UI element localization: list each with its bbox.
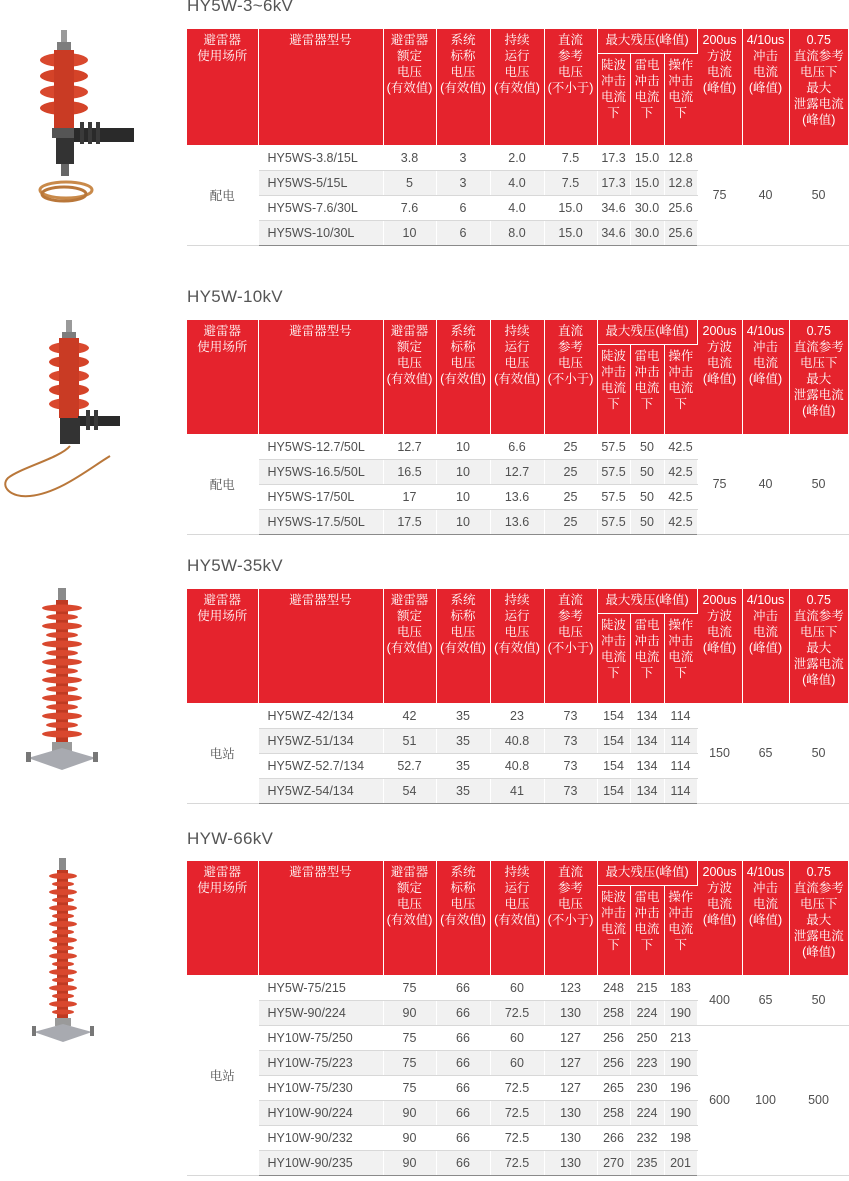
col-continuous-voltage: 持续 运行 电压 (有效值)	[490, 29, 544, 145]
dcref-cell: 7.5	[544, 170, 597, 195]
system-cell: 66	[436, 1025, 490, 1050]
lightning-cell: 215	[630, 975, 664, 1000]
arrester-10kv-image	[0, 318, 125, 503]
impulse-cell: 100	[742, 1025, 789, 1175]
col-steep-wave: 陡波 冲击 电流 下	[597, 613, 630, 703]
steep-cell: 256	[597, 1050, 630, 1075]
switching-cell: 190	[664, 1050, 697, 1075]
model-cell: HY5WZ-54/134	[258, 778, 383, 803]
switching-cell: 25.6	[664, 195, 697, 220]
col-impulse-current: 4/10us 冲击 电流 (峰值)	[742, 29, 789, 145]
switching-cell: 42.5	[664, 509, 697, 534]
dcref-cell: 25	[544, 434, 597, 459]
col-leakage-current: 0.75 直流参考 电压下 最大 泄露电流 (峰值)	[789, 320, 848, 434]
model-cell: HY5WZ-51/134	[258, 728, 383, 753]
rated-cell: 90	[383, 1000, 436, 1025]
system-cell: 10	[436, 509, 490, 534]
col-rated-voltage: 避雷器 额定 电压 (有效值)	[383, 320, 436, 434]
switching-cell: 196	[664, 1075, 697, 1100]
lightning-cell: 250	[630, 1025, 664, 1050]
switching-cell: 25.6	[664, 220, 697, 245]
impulse-cell: 40	[742, 145, 789, 245]
system-cell: 10	[436, 459, 490, 484]
model-cell: HY10W-75/230	[258, 1075, 383, 1100]
system-cell: 66	[436, 1150, 490, 1175]
system-cell: 10	[436, 484, 490, 509]
square-cell: 600	[697, 1025, 742, 1175]
col-lightning: 雷电 冲击 电流 下	[630, 344, 664, 434]
col-steep-wave: 陡波 冲击 电流 下	[597, 885, 630, 975]
mcov-cell: 41	[490, 778, 544, 803]
col-max-residual: 最大残压(峰值)	[597, 320, 697, 344]
rated-cell: 10	[383, 220, 436, 245]
steep-cell: 154	[597, 753, 630, 778]
col-square-wave: 200us 方波 电流 (峰值)	[697, 861, 742, 975]
col-switching: 操作 冲击 电流 下	[664, 885, 697, 975]
rated-cell: 75	[383, 1075, 436, 1100]
dcref-cell: 130	[544, 1150, 597, 1175]
switching-cell: 12.8	[664, 170, 697, 195]
mcov-cell: 72.5	[490, 1150, 544, 1175]
model-cell: HY10W-90/232	[258, 1125, 383, 1150]
col-continuous-voltage: 持续 运行 电压 (有效值)	[490, 589, 544, 703]
mcov-cell: 60	[490, 975, 544, 1000]
model-cell: HY10W-90/224	[258, 1100, 383, 1125]
square-cell: 75	[697, 145, 742, 245]
leakage-cell: 500	[789, 1025, 848, 1175]
steep-cell: 256	[597, 1025, 630, 1050]
col-system-voltage: 系统 标称 电压 (有效值)	[436, 589, 490, 703]
col-square-wave: 200us 方波 电流 (峰值)	[697, 320, 742, 434]
dcref-cell: 127	[544, 1075, 597, 1100]
site-cell: 电站	[187, 703, 258, 803]
arrester-35kv-image	[22, 586, 102, 776]
switching-cell: 42.5	[664, 484, 697, 509]
steep-cell: 154	[597, 778, 630, 803]
col-square-wave: 200us 方波 电流 (峰值)	[697, 589, 742, 703]
system-cell: 35	[436, 753, 490, 778]
dcref-cell: 73	[544, 703, 597, 728]
col-lightning: 雷电 冲击 电流 下	[630, 613, 664, 703]
steep-cell: 258	[597, 1100, 630, 1125]
system-cell: 3	[436, 145, 490, 170]
switching-cell: 114	[664, 728, 697, 753]
mcov-cell: 72.5	[490, 1125, 544, 1150]
model-cell: HY5WS-12.7/50L	[258, 434, 383, 459]
system-cell: 66	[436, 1100, 490, 1125]
dcref-cell: 127	[544, 1050, 597, 1075]
col-dc-reference: 直流 参考 电压 (不小于)	[544, 29, 597, 145]
col-system-voltage: 系统 标称 电压 (有效值)	[436, 861, 490, 975]
col-site: 避雷器 使用场所	[187, 589, 258, 703]
system-cell: 66	[436, 1125, 490, 1150]
rated-cell: 42	[383, 703, 436, 728]
rated-cell: 54	[383, 778, 436, 803]
col-site: 避雷器 使用场所	[187, 29, 258, 145]
steep-cell: 57.5	[597, 434, 630, 459]
steep-cell: 154	[597, 703, 630, 728]
rated-cell: 12.7	[383, 434, 436, 459]
spec-table	[187, 29, 849, 246]
rated-cell: 16.5	[383, 459, 436, 484]
site-cell: 电站	[187, 975, 258, 1175]
mcov-cell: 72.5	[490, 1075, 544, 1100]
arrester-distribution-image	[30, 28, 140, 218]
system-cell: 3	[436, 170, 490, 195]
mcov-cell: 60	[490, 1050, 544, 1075]
dcref-cell: 15.0	[544, 195, 597, 220]
model-cell: HY5WS-7.6/30L	[258, 195, 383, 220]
col-switching: 操作 冲击 电流 下	[664, 344, 697, 434]
system-cell: 6	[436, 195, 490, 220]
col-steep-wave: 陡波 冲击 电流 下	[597, 344, 630, 434]
impulse-cell: 40	[742, 434, 789, 534]
dcref-cell: 123	[544, 975, 597, 1000]
dcref-cell: 15.0	[544, 220, 597, 245]
model-cell: HY5WS-17.5/50L	[258, 509, 383, 534]
col-dc-reference: 直流 参考 电压 (不小于)	[544, 589, 597, 703]
system-cell: 66	[436, 1075, 490, 1100]
col-switching: 操作 冲击 电流 下	[664, 53, 697, 145]
dcref-cell: 73	[544, 778, 597, 803]
site-cell: 配电	[187, 434, 258, 534]
system-cell: 10	[436, 434, 490, 459]
col-leakage-current: 0.75 直流参考 电压下 最大 泄露电流 (峰值)	[789, 861, 848, 975]
mcov-cell: 13.6	[490, 509, 544, 534]
model-cell: HY5WS-17/50L	[258, 484, 383, 509]
rated-cell: 75	[383, 1025, 436, 1050]
rated-cell: 75	[383, 975, 436, 1000]
system-cell: 35	[436, 728, 490, 753]
col-leakage-current: 0.75 直流参考 电压下 最大 泄露电流 (峰值)	[789, 589, 848, 703]
col-max-residual: 最大残压(峰值)	[597, 29, 697, 53]
leakage-cell: 50	[789, 703, 848, 803]
rated-cell: 3.8	[383, 145, 436, 170]
col-site: 避雷器 使用场所	[187, 320, 258, 434]
lightning-cell: 134	[630, 703, 664, 728]
lightning-cell: 30.0	[630, 220, 664, 245]
rated-cell: 5	[383, 170, 436, 195]
mcov-cell: 8.0	[490, 220, 544, 245]
model-cell: HY5WZ-52.7/134	[258, 753, 383, 778]
col-square-wave: 200us 方波 电流 (峰值)	[697, 29, 742, 145]
switching-cell: 198	[664, 1125, 697, 1150]
lightning-cell: 235	[630, 1150, 664, 1175]
steep-cell: 57.5	[597, 509, 630, 534]
impulse-cell: 65	[742, 975, 789, 1025]
steep-cell: 57.5	[597, 459, 630, 484]
model-cell: HY5WS-10/30L	[258, 220, 383, 245]
lightning-cell: 134	[630, 753, 664, 778]
lightning-cell: 232	[630, 1125, 664, 1150]
mcov-cell: 4.0	[490, 195, 544, 220]
lightning-cell: 224	[630, 1100, 664, 1125]
mcov-cell: 40.8	[490, 753, 544, 778]
col-continuous-voltage: 持续 运行 电压 (有效值)	[490, 320, 544, 434]
model-cell: HY5WZ-42/134	[258, 703, 383, 728]
col-switching: 操作 冲击 电流 下	[664, 613, 697, 703]
system-cell: 35	[436, 778, 490, 803]
switching-cell: 114	[664, 703, 697, 728]
dcref-cell: 130	[544, 1100, 597, 1125]
lightning-cell: 134	[630, 728, 664, 753]
lightning-cell: 50	[630, 459, 664, 484]
dcref-cell: 7.5	[544, 145, 597, 170]
system-cell: 66	[436, 975, 490, 1000]
dcref-cell: 73	[544, 728, 597, 753]
mcov-cell: 12.7	[490, 459, 544, 484]
dcref-cell: 130	[544, 1125, 597, 1150]
impulse-cell: 65	[742, 703, 789, 803]
dcref-cell: 130	[544, 1000, 597, 1025]
col-model: 避雷器型号	[258, 320, 383, 434]
steep-cell: 154	[597, 728, 630, 753]
rated-cell: 90	[383, 1100, 436, 1125]
col-system-voltage: 系统 标称 电压 (有效值)	[436, 320, 490, 434]
steep-cell: 248	[597, 975, 630, 1000]
col-impulse-current: 4/10us 冲击 电流 (峰值)	[742, 589, 789, 703]
col-model: 避雷器型号	[258, 29, 383, 145]
dcref-cell: 25	[544, 484, 597, 509]
leakage-cell: 50	[789, 145, 848, 245]
lightning-cell: 15.0	[630, 170, 664, 195]
rated-cell: 51	[383, 728, 436, 753]
dcref-cell: 127	[544, 1025, 597, 1050]
switching-cell: 190	[664, 1000, 697, 1025]
system-cell: 66	[436, 1000, 490, 1025]
steep-cell: 17.3	[597, 145, 630, 170]
col-system-voltage: 系统 标称 电压 (有效值)	[436, 29, 490, 145]
rated-cell: 90	[383, 1150, 436, 1175]
lightning-cell: 224	[630, 1000, 664, 1025]
rated-cell: 7.6	[383, 195, 436, 220]
col-continuous-voltage: 持续 运行 电压 (有效值)	[490, 861, 544, 975]
model-cell: HY5WS-5/15L	[258, 170, 383, 195]
square-cell: 150	[697, 703, 742, 803]
spec-table	[187, 589, 849, 804]
lightning-cell: 30.0	[630, 195, 664, 220]
switching-cell: 114	[664, 778, 697, 803]
col-lightning: 雷电 冲击 电流 下	[630, 885, 664, 975]
rated-cell: 17	[383, 484, 436, 509]
steep-cell: 17.3	[597, 170, 630, 195]
section-title: HY5W-35kV	[187, 556, 283, 575]
switching-cell: 190	[664, 1100, 697, 1125]
steep-cell: 34.6	[597, 220, 630, 245]
spec-table	[187, 861, 849, 1176]
mcov-cell: 60	[490, 1025, 544, 1050]
col-rated-voltage: 避雷器 额定 电压 (有效值)	[383, 589, 436, 703]
switching-cell: 213	[664, 1025, 697, 1050]
col-model: 避雷器型号	[258, 861, 383, 975]
spec-table	[187, 320, 849, 535]
model-cell: HY5WS-16.5/50L	[258, 459, 383, 484]
leakage-cell: 50	[789, 434, 848, 534]
switching-cell: 12.8	[664, 145, 697, 170]
steep-cell: 258	[597, 1000, 630, 1025]
square-cell: 400	[697, 975, 742, 1025]
site-cell: 配电	[187, 145, 258, 245]
switching-cell: 114	[664, 753, 697, 778]
col-dc-reference: 直流 参考 电压 (不小于)	[544, 320, 597, 434]
lightning-cell: 50	[630, 484, 664, 509]
col-rated-voltage: 避雷器 额定 电压 (有效值)	[383, 861, 436, 975]
rated-cell: 75	[383, 1050, 436, 1075]
model-cell: HY5WS-3.8/15L	[258, 145, 383, 170]
col-model: 避雷器型号	[258, 589, 383, 703]
square-cell: 75	[697, 434, 742, 534]
mcov-cell: 72.5	[490, 1100, 544, 1125]
dcref-cell: 25	[544, 459, 597, 484]
steep-cell: 265	[597, 1075, 630, 1100]
col-max-residual: 最大残压(峰值)	[597, 589, 697, 613]
leakage-cell: 50	[789, 975, 848, 1025]
mcov-cell: 40.8	[490, 728, 544, 753]
dcref-cell: 25	[544, 509, 597, 534]
rated-cell: 52.7	[383, 753, 436, 778]
steep-cell: 270	[597, 1150, 630, 1175]
mcov-cell: 2.0	[490, 145, 544, 170]
lightning-cell: 50	[630, 434, 664, 459]
steep-cell: 34.6	[597, 195, 630, 220]
col-dc-reference: 直流 参考 电压 (不小于)	[544, 861, 597, 975]
col-site: 避雷器 使用场所	[187, 861, 258, 975]
model-cell: HY5W-75/215	[258, 975, 383, 1000]
switching-cell: 201	[664, 1150, 697, 1175]
dcref-cell: 73	[544, 753, 597, 778]
model-cell: HY10W-90/235	[258, 1150, 383, 1175]
switching-cell: 183	[664, 975, 697, 1000]
col-rated-voltage: 避雷器 额定 电压 (有效值)	[383, 29, 436, 145]
arrester-66kv-image	[30, 856, 96, 1046]
model-cell: HY5W-90/224	[258, 1000, 383, 1025]
col-impulse-current: 4/10us 冲击 电流 (峰值)	[742, 861, 789, 975]
steep-cell: 57.5	[597, 484, 630, 509]
steep-cell: 266	[597, 1125, 630, 1150]
mcov-cell: 4.0	[490, 170, 544, 195]
switching-cell: 42.5	[664, 459, 697, 484]
mcov-cell: 13.6	[490, 484, 544, 509]
section-title: HY5W-10kV	[187, 287, 283, 306]
section-title: HYW-66kV	[187, 829, 274, 848]
lightning-cell: 223	[630, 1050, 664, 1075]
system-cell: 66	[436, 1050, 490, 1075]
rated-cell: 17.5	[383, 509, 436, 534]
col-steep-wave: 陡波 冲击 电流 下	[597, 53, 630, 145]
rated-cell: 90	[383, 1125, 436, 1150]
col-leakage-current: 0.75 直流参考 电压下 最大 泄露电流 (峰值)	[789, 29, 848, 145]
lightning-cell: 230	[630, 1075, 664, 1100]
model-cell: HY10W-75/223	[258, 1050, 383, 1075]
system-cell: 35	[436, 703, 490, 728]
mcov-cell: 72.5	[490, 1000, 544, 1025]
switching-cell: 42.5	[664, 434, 697, 459]
section-title: HY5W-3~6kV	[187, 0, 294, 15]
mcov-cell: 23	[490, 703, 544, 728]
col-lightning: 雷电 冲击 电流 下	[630, 53, 664, 145]
mcov-cell: 6.6	[490, 434, 544, 459]
col-max-residual: 最大残压(峰值)	[597, 861, 697, 885]
system-cell: 6	[436, 220, 490, 245]
model-cell: HY10W-75/250	[258, 1025, 383, 1050]
lightning-cell: 134	[630, 778, 664, 803]
lightning-cell: 50	[630, 509, 664, 534]
lightning-cell: 15.0	[630, 145, 664, 170]
col-impulse-current: 4/10us 冲击 电流 (峰值)	[742, 320, 789, 434]
